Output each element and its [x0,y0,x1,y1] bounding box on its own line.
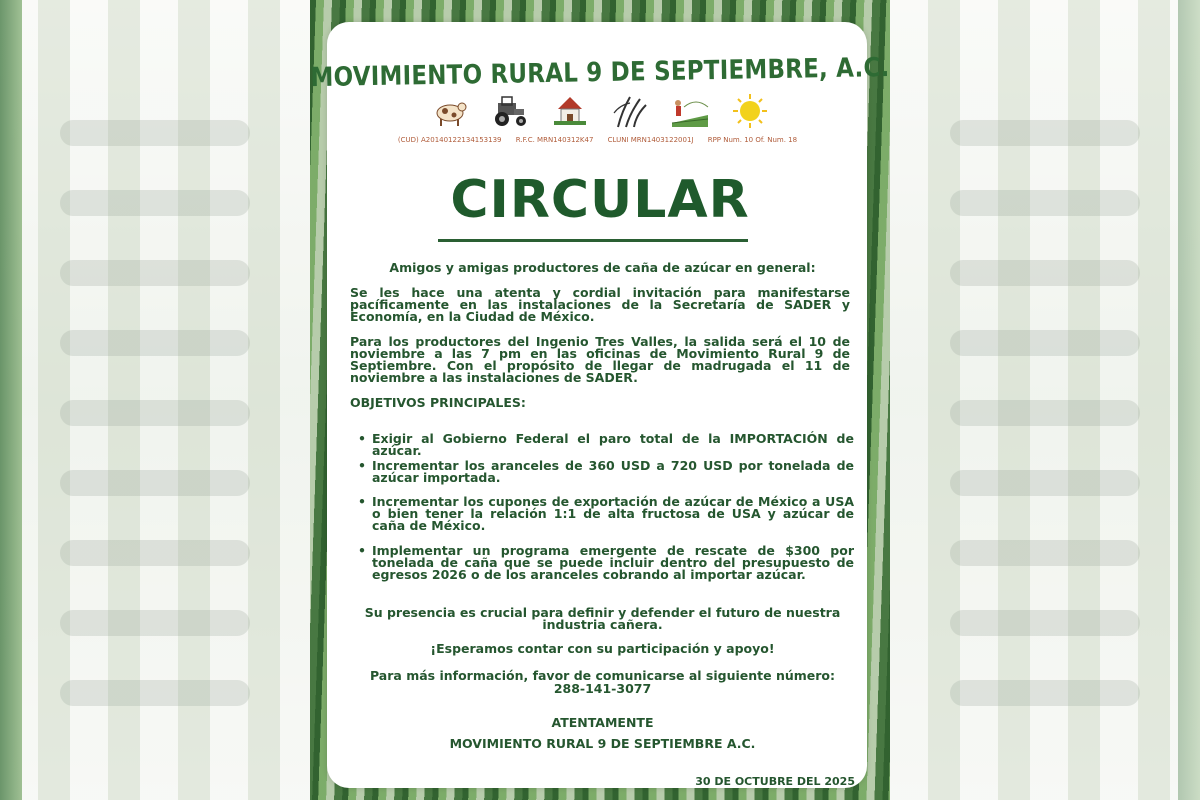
cow-icon [430,93,470,129]
registry-rfc: R.F.C. MRN140312K47 [515,136,594,144]
signature: MOVIMIENTO RURAL 9 DE SEPTIEMBRE A.C. [449,736,756,751]
sun-icon [730,93,770,129]
registry-cluni: CLUNI MRN1403122001J [607,136,694,144]
farmer-field-icon [670,93,710,129]
objective-item [358,433,854,457]
background-blur-left [0,0,310,800]
document-title: CIRCULAR [450,170,750,230]
objective-item [358,496,854,532]
objective-text: Implementar un programa emergente de rescate de $300 por tonelada de caña que se puede incluir dentro del presupuesto de egresos 2026 o de los aranceles cobrando al importar azúcar. [372,543,854,582]
house-icon [550,93,590,129]
greeting: Amigos y amigas productores de caña de azúcar en general: [389,260,816,275]
objective-text: Incrementar los aranceles de 360 USD a 720 USD por tonelada de azúcar importada. [372,458,854,485]
phone-number: 288-141-3077 [553,681,652,696]
org-title: MOVIMIENTO RURAL 9 DE SEPTIEMBRE, A.C. [310,52,890,94]
hope-text: ¡Esperamos contar con su participación y apoyo! [430,641,775,656]
objective-text: Incrementar los cupones de exportación de azúcar de México a USA o bien tener la relación 1:1 de alta fructosa de USA y azúcar de caña de México. [372,494,854,533]
presence-text: Su presencia es crucial para definir y defender el futuro de nuestra industria cañera. [364,605,841,632]
objectives-heading: OBJETIVOS PRINCIPALES: [350,395,526,410]
background-blur-right [890,0,1200,800]
regards: ATENTAMENTE [551,715,654,730]
paragraph-invitation: Se les hace una atenta y cordial invitación para manifestarse pacíficamente en las instalaciones de la Secretaría de SADER y Economía, en la Ciudad de México. [350,285,850,324]
objective-item [358,460,854,484]
registry-rpp: RPP Num. 10 Of. Num. 18 [707,136,798,144]
tractor-icon [490,93,530,129]
contact-label: Para más información, favor de comunicarse al siguiente número: [369,668,836,683]
registry-cud: (CUD) A20140122134153139 [397,136,502,144]
registry-line [340,136,855,144]
objective-text: Exigir al Gobierno Federal el paro total de la IMPORTACIÓN de azúcar. [372,431,854,458]
title-underline [438,239,748,242]
objective-item [358,545,854,581]
document-date: 30 DE OCTUBRE DEL 2025 [695,775,855,788]
sugarcane-icon [610,93,650,129]
logo-icon-row [430,93,770,129]
paragraph-departure: Para los productores del Ingenio Tres Valles, la salida será el 10 de noviembre a las 7 pm en las oficinas de Movimiento Rural 9 de Septiembre. Con el propósito de llegar de madrugada el 11 de noviembre a las instalaciones de SADER. [350,334,850,385]
